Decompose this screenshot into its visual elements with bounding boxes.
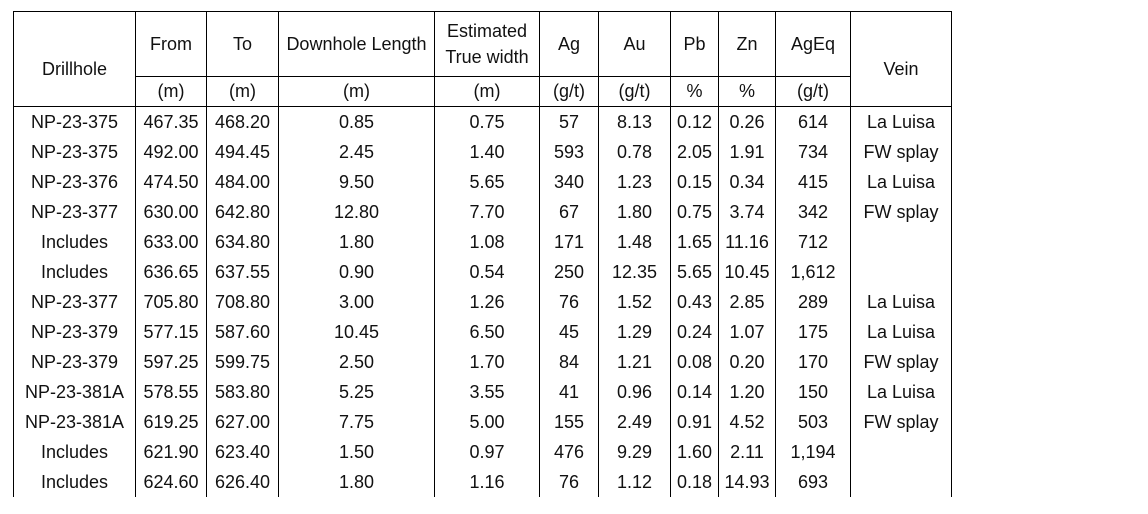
header-pb: Pb [671,12,719,77]
cell-ageq: 614 [776,107,851,138]
cell-from: 467.35 [136,107,207,138]
cell-zn: 10.45 [719,257,776,287]
table-row [14,317,952,347]
cell-drillhole: NP-23-375 [14,107,136,138]
cell-true_width: 1.40 [435,137,540,167]
cell-true_width: 5.65 [435,167,540,197]
cell-length: 1.50 [279,437,435,467]
cell-ag: 250 [540,257,599,287]
cell-vein: FW splay [851,407,952,437]
header-true-width-line1: Estimated [446,21,528,41]
cell-true_width: 0.97 [435,437,540,467]
cell-ag: 340 [540,167,599,197]
cell-from: 577.15 [136,317,207,347]
cell-ageq: 693 [776,467,851,497]
cell-length: 2.45 [279,137,435,167]
cell-vein: FW splay [851,197,952,227]
cell-ageq: 415 [776,167,851,197]
cell-au: 1.52 [599,287,671,317]
cell-true_width: 0.75 [435,107,540,138]
cell-from: 597.25 [136,347,207,377]
cell-vein: La Luisa [851,377,952,407]
cell-au: 1.23 [599,167,671,197]
cell-from: 705.80 [136,287,207,317]
cell-length: 3.00 [279,287,435,317]
cell-true_width: 1.26 [435,287,540,317]
table-row [14,347,952,377]
cell-zn: 1.07 [719,317,776,347]
table-row [14,137,952,167]
table-row [14,197,952,227]
cell-pb: 0.18 [671,467,719,497]
cell-ageq: 712 [776,227,851,257]
cell-drillhole: Includes [14,227,136,257]
cell-pb: 0.43 [671,287,719,317]
cell-ag: 593 [540,137,599,167]
cell-vein: La Luisa [851,107,952,138]
cell-zn: 1.91 [719,137,776,167]
cell-pb: 0.91 [671,407,719,437]
table-row [14,287,952,317]
cell-vein: FW splay [851,137,952,167]
header-zn: Zn [719,12,776,77]
header-from: From [136,12,207,77]
table-row [14,167,952,197]
cell-ag: 155 [540,407,599,437]
cell-ageq: 734 [776,137,851,167]
cell-pb: 1.65 [671,227,719,257]
cell-ageq: 1,194 [776,437,851,467]
cell-true_width: 6.50 [435,317,540,347]
cell-ag: 67 [540,197,599,227]
cell-vein [851,467,952,497]
cell-au: 1.80 [599,197,671,227]
cell-zn: 0.26 [719,107,776,138]
cell-ageq: 503 [776,407,851,437]
cell-length: 5.25 [279,377,435,407]
cell-drillhole: NP-23-377 [14,197,136,227]
cell-from: 633.00 [136,227,207,257]
unit-true-width: (m) [435,77,540,107]
cell-length: 1.80 [279,467,435,497]
table-row [14,107,952,138]
cell-length: 7.75 [279,407,435,437]
cell-length: 0.90 [279,257,435,287]
cell-ag: 45 [540,317,599,347]
table-body [14,107,952,498]
cell-vein: La Luisa [851,167,952,197]
table-row [14,467,952,497]
cell-true_width: 1.08 [435,227,540,257]
unit-to: (m) [207,77,279,107]
cell-au: 8.13 [599,107,671,138]
cell-au: 1.48 [599,227,671,257]
cell-au: 1.12 [599,467,671,497]
cell-ageq: 175 [776,317,851,347]
cell-length: 0.85 [279,107,435,138]
cell-from: 474.50 [136,167,207,197]
cell-from: 624.60 [136,467,207,497]
cell-pb: 0.24 [671,317,719,347]
cell-au: 0.78 [599,137,671,167]
cell-ag: 171 [540,227,599,257]
cell-to: 583.80 [207,377,279,407]
cell-drillhole: NP-23-375 [14,137,136,167]
cell-ageq: 1,612 [776,257,851,287]
cell-to: 587.60 [207,317,279,347]
unit-ageq: (g/t) [776,77,851,107]
cell-vein [851,437,952,467]
cell-ag: 84 [540,347,599,377]
cell-length: 2.50 [279,347,435,377]
cell-to: 626.40 [207,467,279,497]
cell-drillhole: NP-23-376 [14,167,136,197]
cell-true_width: 0.54 [435,257,540,287]
cell-zn: 2.85 [719,287,776,317]
unit-zn: % [719,77,776,107]
cell-pb: 0.75 [671,197,719,227]
cell-to: 637.55 [207,257,279,287]
cell-from: 492.00 [136,137,207,167]
cell-pb: 0.15 [671,167,719,197]
cell-drillhole: NP-23-381A [14,377,136,407]
cell-drillhole: NP-23-379 [14,347,136,377]
cell-pb: 0.08 [671,347,719,377]
cell-zn: 14.93 [719,467,776,497]
cell-drillhole: NP-23-377 [14,287,136,317]
header-to: To [207,12,279,77]
header-au: Au [599,12,671,77]
cell-length: 1.80 [279,227,435,257]
header-downhole-length: Downhole Length [279,12,435,77]
cell-true_width: 3.55 [435,377,540,407]
unit-pb: % [671,77,719,107]
cell-ag: 57 [540,107,599,138]
cell-to: 599.75 [207,347,279,377]
cell-ageq: 342 [776,197,851,227]
cell-drillhole: Includes [14,437,136,467]
cell-vein: La Luisa [851,317,952,347]
unit-ag: (g/t) [540,77,599,107]
unit-from: (m) [136,77,207,107]
cell-from: 630.00 [136,197,207,227]
cell-true_width: 1.16 [435,467,540,497]
unit-au: (g/t) [599,77,671,107]
table-row [14,257,952,287]
cell-length: 10.45 [279,317,435,347]
cell-zn: 2.11 [719,437,776,467]
cell-au: 0.96 [599,377,671,407]
cell-length: 12.80 [279,197,435,227]
cell-to: 623.40 [207,437,279,467]
cell-from: 636.65 [136,257,207,287]
cell-zn: 3.74 [719,197,776,227]
cell-pb: 0.12 [671,107,719,138]
cell-pb: 1.60 [671,437,719,467]
cell-to: 494.45 [207,137,279,167]
table-row [14,437,952,467]
cell-from: 578.55 [136,377,207,407]
table-row [14,407,952,437]
cell-length: 9.50 [279,167,435,197]
cell-au: 9.29 [599,437,671,467]
cell-to: 484.00 [207,167,279,197]
cell-pb: 5.65 [671,257,719,287]
cell-from: 619.25 [136,407,207,437]
cell-to: 634.80 [207,227,279,257]
cell-drillhole: NP-23-379 [14,317,136,347]
cell-drillhole: NP-23-381A [14,407,136,437]
cell-to: 642.80 [207,197,279,227]
cell-true_width: 7.70 [435,197,540,227]
cell-vein: FW splay [851,347,952,377]
cell-true_width: 5.00 [435,407,540,437]
header-true-width-line2: True width [445,47,529,67]
cell-zn: 4.52 [719,407,776,437]
cell-to: 627.00 [207,407,279,437]
cell-au: 1.21 [599,347,671,377]
cell-zn: 0.34 [719,167,776,197]
cell-zn: 11.16 [719,227,776,257]
cell-zn: 0.20 [719,347,776,377]
cell-vein: La Luisa [851,287,952,317]
cell-ageq: 289 [776,287,851,317]
cell-vein [851,227,952,257]
table-row [14,377,952,407]
assay-results-table [13,11,952,497]
cell-vein [851,257,952,287]
header-ag: Ag [540,12,599,77]
cell-ageq: 150 [776,377,851,407]
table-row [14,227,952,257]
cell-au: 2.49 [599,407,671,437]
cell-ag: 476 [540,437,599,467]
cell-true_width: 1.70 [435,347,540,377]
cell-to: 708.80 [207,287,279,317]
cell-from: 621.90 [136,437,207,467]
header-vein: Vein [851,12,952,107]
cell-drillhole: Includes [14,467,136,497]
cell-au: 1.29 [599,317,671,347]
cell-ageq: 170 [776,347,851,377]
cell-drillhole: Includes [14,257,136,287]
cell-zn: 1.20 [719,377,776,407]
cell-ag: 76 [540,287,599,317]
cell-au: 12.35 [599,257,671,287]
cell-to: 468.20 [207,107,279,138]
unit-downhole-length: (m) [279,77,435,107]
cell-pb: 0.14 [671,377,719,407]
header-ageq: AgEq [776,12,851,77]
cell-pb: 2.05 [671,137,719,167]
header-true-width [435,12,540,77]
header-drillhole: Drillhole [14,12,136,107]
cell-ag: 41 [540,377,599,407]
cell-ag: 76 [540,467,599,497]
